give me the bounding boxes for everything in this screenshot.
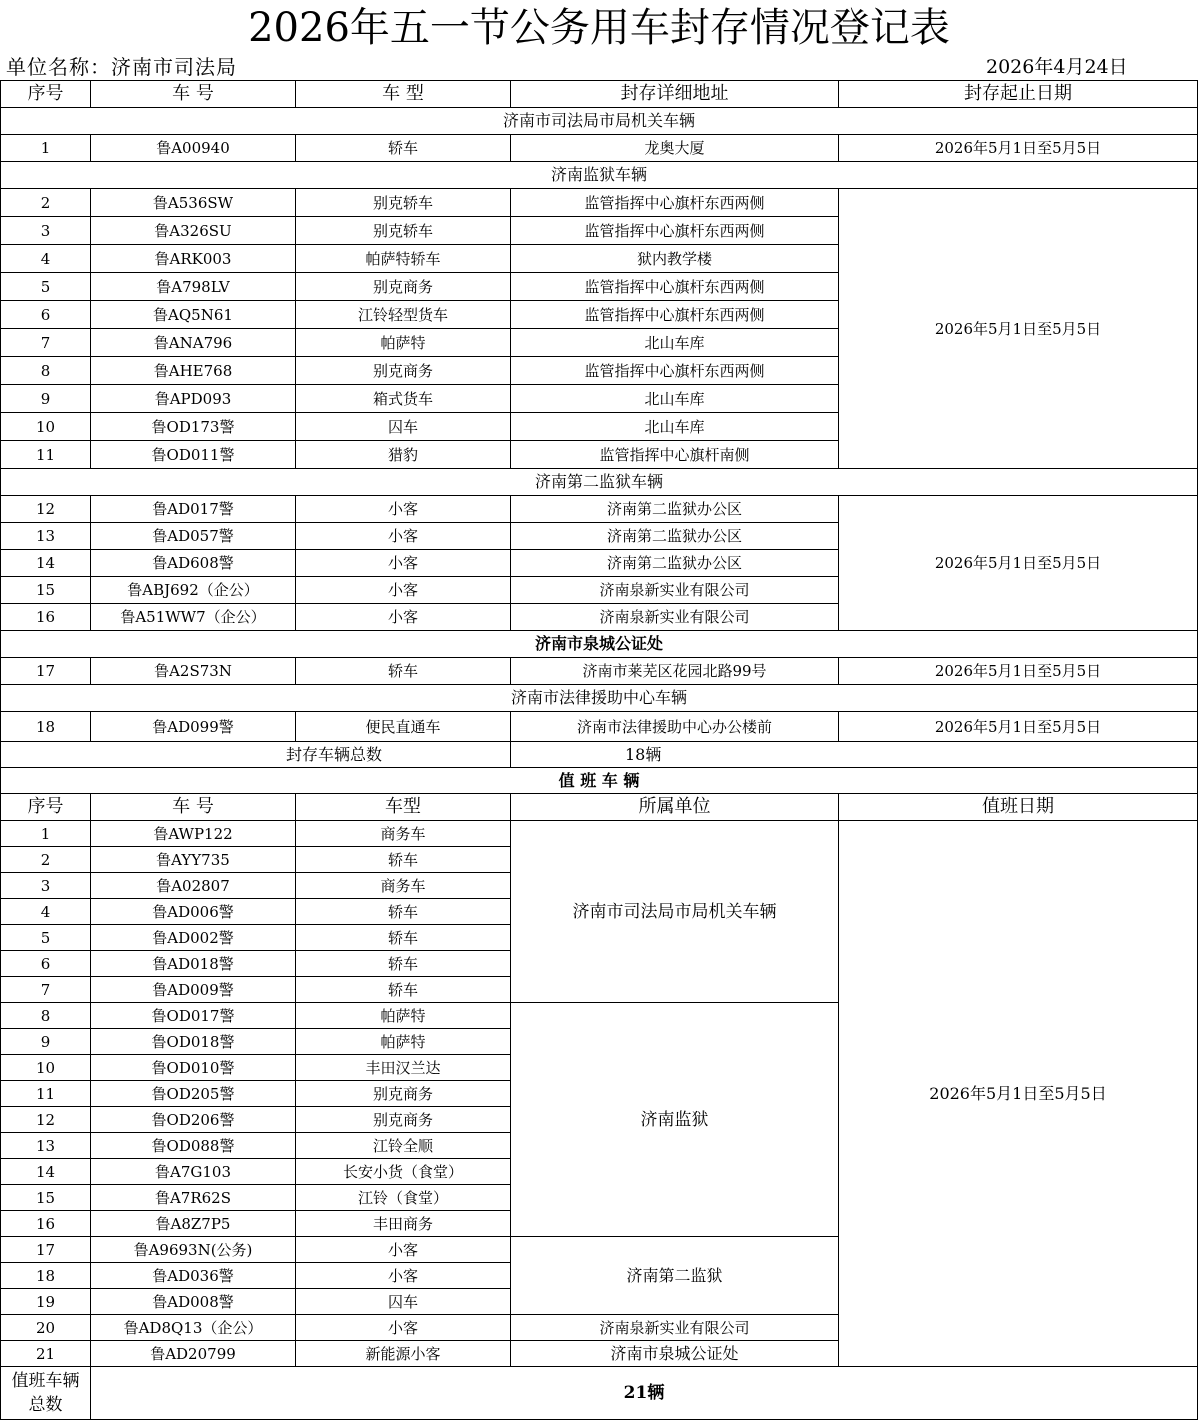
row-no: 14: [1, 1159, 91, 1185]
group-date: 2026年5月1日至5月5日: [839, 496, 1198, 631]
row-type: 便民直通车: [296, 712, 511, 742]
header-cell: 车 型: [296, 81, 511, 108]
row-plate: 鲁A02807: [91, 873, 296, 899]
row-addr: 监管指挥中心旗杆东西两侧: [511, 301, 839, 329]
duty-total-value: 21辆: [91, 1367, 1198, 1420]
row-type: 轿车: [296, 899, 511, 925]
row-no: 7: [1, 977, 91, 1003]
row-type: 猎豹: [296, 441, 511, 469]
row-plate: 鲁A00940: [91, 135, 296, 162]
header-cell: 封存起止日期: [839, 81, 1198, 108]
table-row: [1, 712, 1198, 742]
header-cell: 封存详细地址: [511, 81, 839, 108]
header-cell: 序号: [1, 794, 91, 821]
row-addr: 济南第二监狱办公区: [511, 523, 839, 550]
row-plate: 鲁APD093: [91, 385, 296, 413]
row-date: 2026年5月1日至5月5日: [839, 712, 1198, 742]
row-addr: 监管指挥中心旗杆东西两侧: [511, 273, 839, 301]
duty-unit: 济南市泉城公证处: [511, 1341, 839, 1367]
row-type: 小客: [296, 577, 511, 604]
row-plate: 鲁OD017警: [91, 1003, 296, 1029]
row-plate: 鲁OD205警: [91, 1081, 296, 1107]
row-no: 5: [1, 925, 91, 951]
row-addr: 济南泉新实业有限公司: [511, 577, 839, 604]
row-plate: 鲁A326SU: [91, 217, 296, 245]
row-no: 9: [1, 1029, 91, 1055]
row-addr: 北山车库: [511, 413, 839, 441]
row-type: 轿车: [296, 951, 511, 977]
row-no: 3: [1, 873, 91, 899]
header-cell: 车 号: [91, 794, 296, 821]
row-no: 12: [1, 1107, 91, 1133]
sealed-total-value: 18辆: [511, 742, 1198, 768]
row-type: 别克轿车: [296, 189, 511, 217]
group-heading-row: [1, 685, 1198, 712]
row-type: 江铃（食堂）: [296, 1185, 511, 1211]
page-title: 2026年五一节公务用车封存情况登记表: [248, 5, 950, 51]
row-plate: 鲁AD002警: [91, 925, 296, 951]
row-type: 别克商务: [296, 357, 511, 385]
row-plate: 鲁A798LV: [91, 273, 296, 301]
header-cell: 车型: [296, 794, 511, 821]
row-no: 20: [1, 1315, 91, 1341]
row-no: 8: [1, 1003, 91, 1029]
row-no: 17: [1, 658, 91, 685]
row-type: 丰田商务: [296, 1211, 511, 1237]
header-cell: 序号: [1, 81, 91, 108]
row-no: 2: [1, 847, 91, 873]
row-plate: 鲁ABJ692（企公）: [91, 577, 296, 604]
row-no: 19: [1, 1289, 91, 1315]
table-row: [1, 496, 1198, 523]
row-plate: 鲁AHE768: [91, 357, 296, 385]
row-plate: 鲁OD088警: [91, 1133, 296, 1159]
row-no: 21: [1, 1341, 91, 1367]
row-no: 11: [1, 441, 91, 469]
row-plate: 鲁ARK003: [91, 245, 296, 273]
duty-date: 2026年5月1日至5月5日: [839, 821, 1198, 1367]
row-type: 新能源小客: [296, 1341, 511, 1367]
row-type: 别克轿车: [296, 217, 511, 245]
row-type: 帕萨特: [296, 329, 511, 357]
row-addr: 监管指挥中心旗杆东西两侧: [511, 189, 839, 217]
row-no: 6: [1, 301, 91, 329]
row-type: 小客: [296, 1315, 511, 1341]
duty-section-row: [1, 768, 1198, 794]
group-heading: 济南市泉城公证处: [1, 631, 1198, 658]
row-plate: 鲁A51WW7（企公）: [91, 604, 296, 631]
group-heading-row: [1, 631, 1198, 658]
row-type: 囚车: [296, 413, 511, 441]
row-no: 6: [1, 951, 91, 977]
row-plate: 鲁AD20799: [91, 1341, 296, 1367]
row-no: 8: [1, 357, 91, 385]
row-no: 10: [1, 1055, 91, 1081]
row-date: 2026年5月1日至5月5日: [839, 658, 1198, 685]
group-heading-row: [1, 108, 1198, 135]
row-plate: 鲁AD017警: [91, 496, 296, 523]
row-no: 16: [1, 1211, 91, 1237]
table-row: [1, 189, 1198, 217]
row-plate: 鲁A7R62S: [91, 1185, 296, 1211]
row-type: 帕萨特轿车: [296, 245, 511, 273]
row-type: 轿车: [296, 925, 511, 951]
row-plate: 鲁A7G103: [91, 1159, 296, 1185]
row-type: 小客: [296, 1263, 511, 1289]
row-type: 别克商务: [296, 1107, 511, 1133]
row-addr: 济南市法律援助中心办公楼前: [511, 712, 839, 742]
sealed-total-label: 封存车辆总数: [1, 742, 511, 768]
row-no: 13: [1, 1133, 91, 1159]
row-no: 16: [1, 604, 91, 631]
row-addr: 济南第二监狱办公区: [511, 496, 839, 523]
row-no: 14: [1, 550, 91, 577]
sealed-header-row: [1, 81, 1198, 108]
row-type: 囚车: [296, 1289, 511, 1315]
row-no: 3: [1, 217, 91, 245]
row-addr: 龙奥大厦: [511, 135, 839, 162]
row-plate: 鲁OD206警: [91, 1107, 296, 1133]
row-plate: 鲁AYY735: [91, 847, 296, 873]
row-addr: 济南市莱芜区花园北路99号: [511, 658, 839, 685]
duty-unit: 济南第二监狱: [511, 1237, 839, 1315]
duty-unit: 济南市司法局市局机关车辆: [511, 821, 839, 1003]
row-type: 箱式货车: [296, 385, 511, 413]
row-addr: 狱内教学楼: [511, 245, 839, 273]
row-no: 15: [1, 577, 91, 604]
row-no: 9: [1, 385, 91, 413]
row-no: 13: [1, 523, 91, 550]
row-type: 别克商务: [296, 273, 511, 301]
duty-header-row: [1, 794, 1198, 821]
row-plate: 鲁OD018警: [91, 1029, 296, 1055]
duty-section-title: 值 班 车 辆: [1, 768, 1198, 794]
header-cell: 所属单位: [511, 794, 839, 821]
row-type: 帕萨特: [296, 1029, 511, 1055]
row-plate: 鲁ANA796: [91, 329, 296, 357]
unit-name: 单位名称：济南市司法局: [6, 55, 237, 79]
row-addr: 济南泉新实业有限公司: [511, 604, 839, 631]
row-type: 小客: [296, 604, 511, 631]
row-plate: 鲁OD010警: [91, 1055, 296, 1081]
row-plate: 鲁OD011警: [91, 441, 296, 469]
row-no: 7: [1, 329, 91, 357]
row-plate: 鲁AD099警: [91, 712, 296, 742]
duty-total-label-line2: 总数: [28, 1395, 63, 1415]
row-type: 江铃轻型货车: [296, 301, 511, 329]
table-row: [1, 821, 1198, 847]
sealed-total-row: [1, 742, 1198, 768]
group-heading: 济南市司法局市局机关车辆: [1, 108, 1198, 135]
row-addr: 监管指挥中心旗杆东西两侧: [511, 217, 839, 245]
row-plate: 鲁A536SW: [91, 189, 296, 217]
duty-unit: 济南泉新实业有限公司: [511, 1315, 839, 1341]
row-type: 商务车: [296, 821, 511, 847]
header-cell: 车 号: [91, 81, 296, 108]
row-type: 小客: [296, 496, 511, 523]
duty-unit: 济南监狱: [511, 1003, 839, 1237]
duty-total-label-line1: 值班车辆: [11, 1371, 80, 1391]
row-no: 15: [1, 1185, 91, 1211]
row-no: 1: [1, 135, 91, 162]
row-type: 别克商务: [296, 1081, 511, 1107]
row-type: 轿车: [296, 135, 511, 162]
row-plate: 鲁A2S73N: [91, 658, 296, 685]
row-plate: 鲁AD057警: [91, 523, 296, 550]
group-heading-row: [1, 469, 1198, 496]
row-plate: 鲁AD036警: [91, 1263, 296, 1289]
row-plate: 鲁OD173警: [91, 413, 296, 441]
duty-total-label: [1, 1367, 91, 1420]
row-no: 4: [1, 899, 91, 925]
row-type: 轿车: [296, 658, 511, 685]
row-no: 18: [1, 712, 91, 742]
group-heading: 济南第二监狱车辆: [1, 469, 1198, 496]
row-type: 小客: [296, 550, 511, 577]
table-row: [1, 135, 1198, 162]
row-no: 2: [1, 189, 91, 217]
group-date: 2026年5月1日至5月5日: [839, 189, 1198, 469]
row-date: 2026年5月1日至5月5日: [839, 135, 1198, 162]
row-no: 4: [1, 245, 91, 273]
row-plate: 鲁AD006警: [91, 899, 296, 925]
row-plate: 鲁AD608警: [91, 550, 296, 577]
group-heading: 济南监狱车辆: [1, 162, 1198, 189]
group-heading: 济南市法律援助中心车辆: [1, 685, 1198, 712]
row-type: 小客: [296, 1237, 511, 1263]
row-plate: 鲁AD009警: [91, 977, 296, 1003]
row-plate: 鲁AD008警: [91, 1289, 296, 1315]
row-addr: 济南第二监狱办公区: [511, 550, 839, 577]
row-plate: 鲁A9693N(公务): [91, 1237, 296, 1263]
duty-total-row: [1, 1367, 1198, 1420]
header-cell: 值班日期: [839, 794, 1198, 821]
row-no: 11: [1, 1081, 91, 1107]
row-type: 帕萨特: [296, 1003, 511, 1029]
row-type: 长安小货（食堂）: [296, 1159, 511, 1185]
row-no: 10: [1, 413, 91, 441]
table-row: [1, 658, 1198, 685]
row-type: 轿车: [296, 977, 511, 1003]
vehicle-register-table: [0, 80, 1198, 1420]
row-addr: 监管指挥中心旗杆东西两侧: [511, 357, 839, 385]
row-plate: 鲁AD8Q13（企公）: [91, 1315, 296, 1341]
row-addr: 北山车库: [511, 385, 839, 413]
row-plate: 鲁AQ5N61: [91, 301, 296, 329]
row-no: 17: [1, 1237, 91, 1263]
group-heading-row: [1, 162, 1198, 189]
row-addr: 北山车库: [511, 329, 839, 357]
row-type: 轿车: [296, 847, 511, 873]
row-type: 江铃全顺: [296, 1133, 511, 1159]
row-plate: 鲁A8Z7P5: [91, 1211, 296, 1237]
row-type: 丰田汉兰达: [296, 1055, 511, 1081]
report-date: 2026年4月24日: [986, 56, 1128, 78]
row-no: 5: [1, 273, 91, 301]
row-no: 1: [1, 821, 91, 847]
row-no: 12: [1, 496, 91, 523]
row-addr: 监管指挥中心旗杆南侧: [511, 441, 839, 469]
row-type: 小客: [296, 523, 511, 550]
row-plate: 鲁AD018警: [91, 951, 296, 977]
row-type: 商务车: [296, 873, 511, 899]
row-no: 18: [1, 1263, 91, 1289]
row-plate: 鲁AWP122: [91, 821, 296, 847]
